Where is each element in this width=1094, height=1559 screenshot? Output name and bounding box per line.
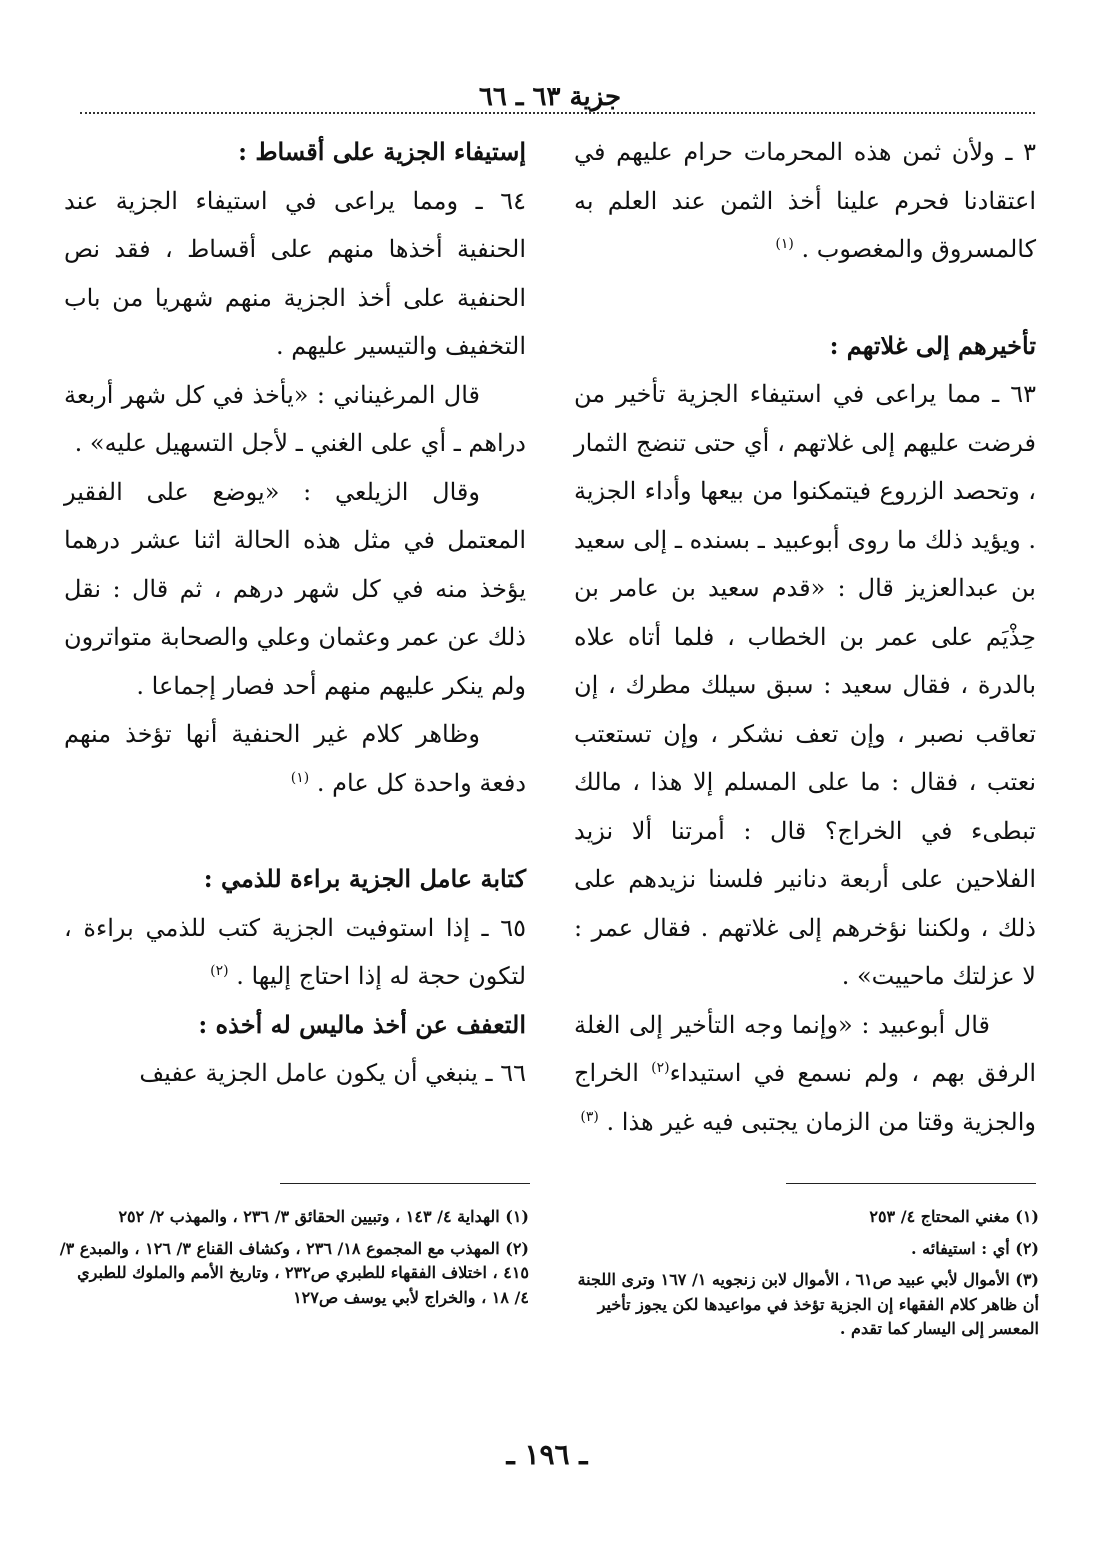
footnote-ref: (١)	[290, 769, 310, 786]
footnote-ref: (٢)	[651, 1060, 670, 1076]
right-column	[574, 128, 1036, 1146]
paragraph-zahir	[64, 710, 526, 807]
section-heading-installments: إستيفاء الجزية على أقساط :	[238, 137, 526, 166]
paragraph-marghinani: قال المرغيناني : «يأخذ في كل شهر أربعة دراهم ـ أي على الغني ـ لأجل التسهيل عليه» .	[64, 380, 526, 457]
paragraph-abu-ubayd	[574, 1001, 1036, 1147]
spacer	[574, 274, 1036, 322]
paragraph-zaylai: وقال الزيلعي : «يوضع على الفقير المعتمل في مثل هذه الحالة اثنا عشر درهما يؤخذ منه في كل شهر درهم ، ثم قال : نقل ذلك عن عمر وعثمان وعلي والصحابة متواترون ولم ينكر عليهم منهم أحد فصار إجماعا .	[64, 477, 526, 700]
footnote: (٢) المهذب مع المجموع ١٨/ ٢٣٦ ، وكشاف القناع ٣/ ١٢٦ ، والمبدع ٣/ ٤١٥ ، اختلاف الفقهاء للطبري ص٢٣٢ ، وتاريخ الأمم والملوك للطبري ٤/ ١٨ ، والخراج لأبي يوسف ص١٢٧	[59, 1238, 529, 1307]
paragraph-66: ٦٦ ـ ينبغي أن يكون عامل الجزية عفيف	[139, 1059, 526, 1087]
left-column	[64, 128, 526, 1098]
footnote: (٢) أي : استيفائه .	[911, 1238, 1039, 1258]
paragraph-65	[64, 904, 526, 1001]
footnote-ref: (١)	[775, 236, 794, 252]
section-heading-receipt: كتابة عامل الجزية براءة للذمي :	[203, 864, 526, 893]
paragraph-abu-ubayd-text-b: الخراج والجزية وقتا من الزمان يجتبى فيه غير هذا .	[574, 1059, 1036, 1136]
spacer	[64, 807, 526, 855]
footnote: (٣) الأموال لأبي عبيد ص٦١ ، الأموال لابن زنجويه ١/ ١٦٧ وترى اللجنة أن ظاهر كلام الفقهاء إن الجزية تؤخذ في مواعيدها لكن يجوز تأخير المعسر إلى اليسار كما تقدم .	[577, 1270, 1039, 1338]
footnotes-left	[59, 1205, 529, 1317]
footnote: (١) مغني المحتاج ٤/ ٢٥٣	[869, 1207, 1039, 1226]
running-header	[80, 80, 1020, 114]
paragraph-abu-ubayd-text-a: قال أبوعبيد : «وإنما وجه التأخير إلى الغلة الرفق بهم ، ولم نسمع في استيداء	[574, 1010, 1036, 1087]
page-number: ـ ١٩٦ ـ	[506, 1438, 588, 1471]
header-dotted-rule	[80, 112, 1035, 114]
paragraph-intro	[574, 128, 1036, 274]
footnotes-right	[569, 1205, 1039, 1349]
paragraph-intro-text: ٣ ـ ولأن ثمن هذه المحرمات حرام عليهم في اعتقادنا فحرم علينا أخذ الثمن عند العلم به كالمسروق والمغصوب .	[574, 138, 1037, 263]
footnote-separator-right	[786, 1183, 1036, 1184]
section-heading-delay: تأخيرهم إلى غلاتهم :	[829, 330, 1036, 360]
section-heading-abstinence: التعفف عن أخذ ماليس له أخذه :	[198, 1009, 526, 1039]
paragraph-zahir-text: وظاهر كلام غير الحنفية أنها تؤخذ منهم دفعة واحدة كل عام .	[64, 720, 526, 797]
paragraph-64: ٦٤ ـ ومما يراعى في استيفاء الجزية عند الحنفية أخذها منهم على أقساط ، فقد نص الحنفية على أخذ الجزية منهم شهريا من باب التخفيف والتيسير عليهم .	[64, 186, 527, 360]
paragraph-63: ٦٣ ـ مما يراعى في استيفاء الجزية تأخير من فرضت عليهم إلى غلاتهم ، أي حتى تنضج الثمار ، وتحصد الزروع فيتمكنوا من بيعها وأداء الجزية . ويؤيد ذلك ما روى أبوعبيد ـ بسنده ـ إلى سعيد بن عبدالعزيز قال : «قدم سعيد بن عامر بن حِذْيَم على عمر بن الخطاب ، فلما أتاه علاه بالدرة ، فقال سعيد : سبق سيلك مطرك ، إن تعاقب نصبر ، وإن تعف نشكر ، وإن تستعتب نعتب ، فقال : ما على المسلم إلا هذا ، مالك تبطىء في الخراج؟ قال : أمرتنا ألا نزيد الفلاحين على أربعة دنانير فلسنا نزيدهم على ذلك ، ولكننا نؤخرهم إلى غلاتهم . فقال عمر : لا عزلتك ماحييت» .	[574, 380, 1036, 990]
footnote-ref: (٢)	[210, 963, 229, 979]
footnote: (١) الهداية ٤/ ١٤٣ ، وتبيين الحقائق ٣/ ٢٣٦ ، والمهذب ٢/ ٢٥٢	[118, 1207, 529, 1226]
footnote-ref: (٣)	[580, 1108, 599, 1125]
footnote-separator-left	[280, 1183, 530, 1184]
header-title: جزية ٦٣ ـ ٦٦	[478, 82, 622, 112]
paragraph-65-text: ٦٥ ـ إذا استوفيت الجزية كتب للذمي براءة ، لتكون حجة له إذا احتاج إليها .	[64, 913, 526, 990]
